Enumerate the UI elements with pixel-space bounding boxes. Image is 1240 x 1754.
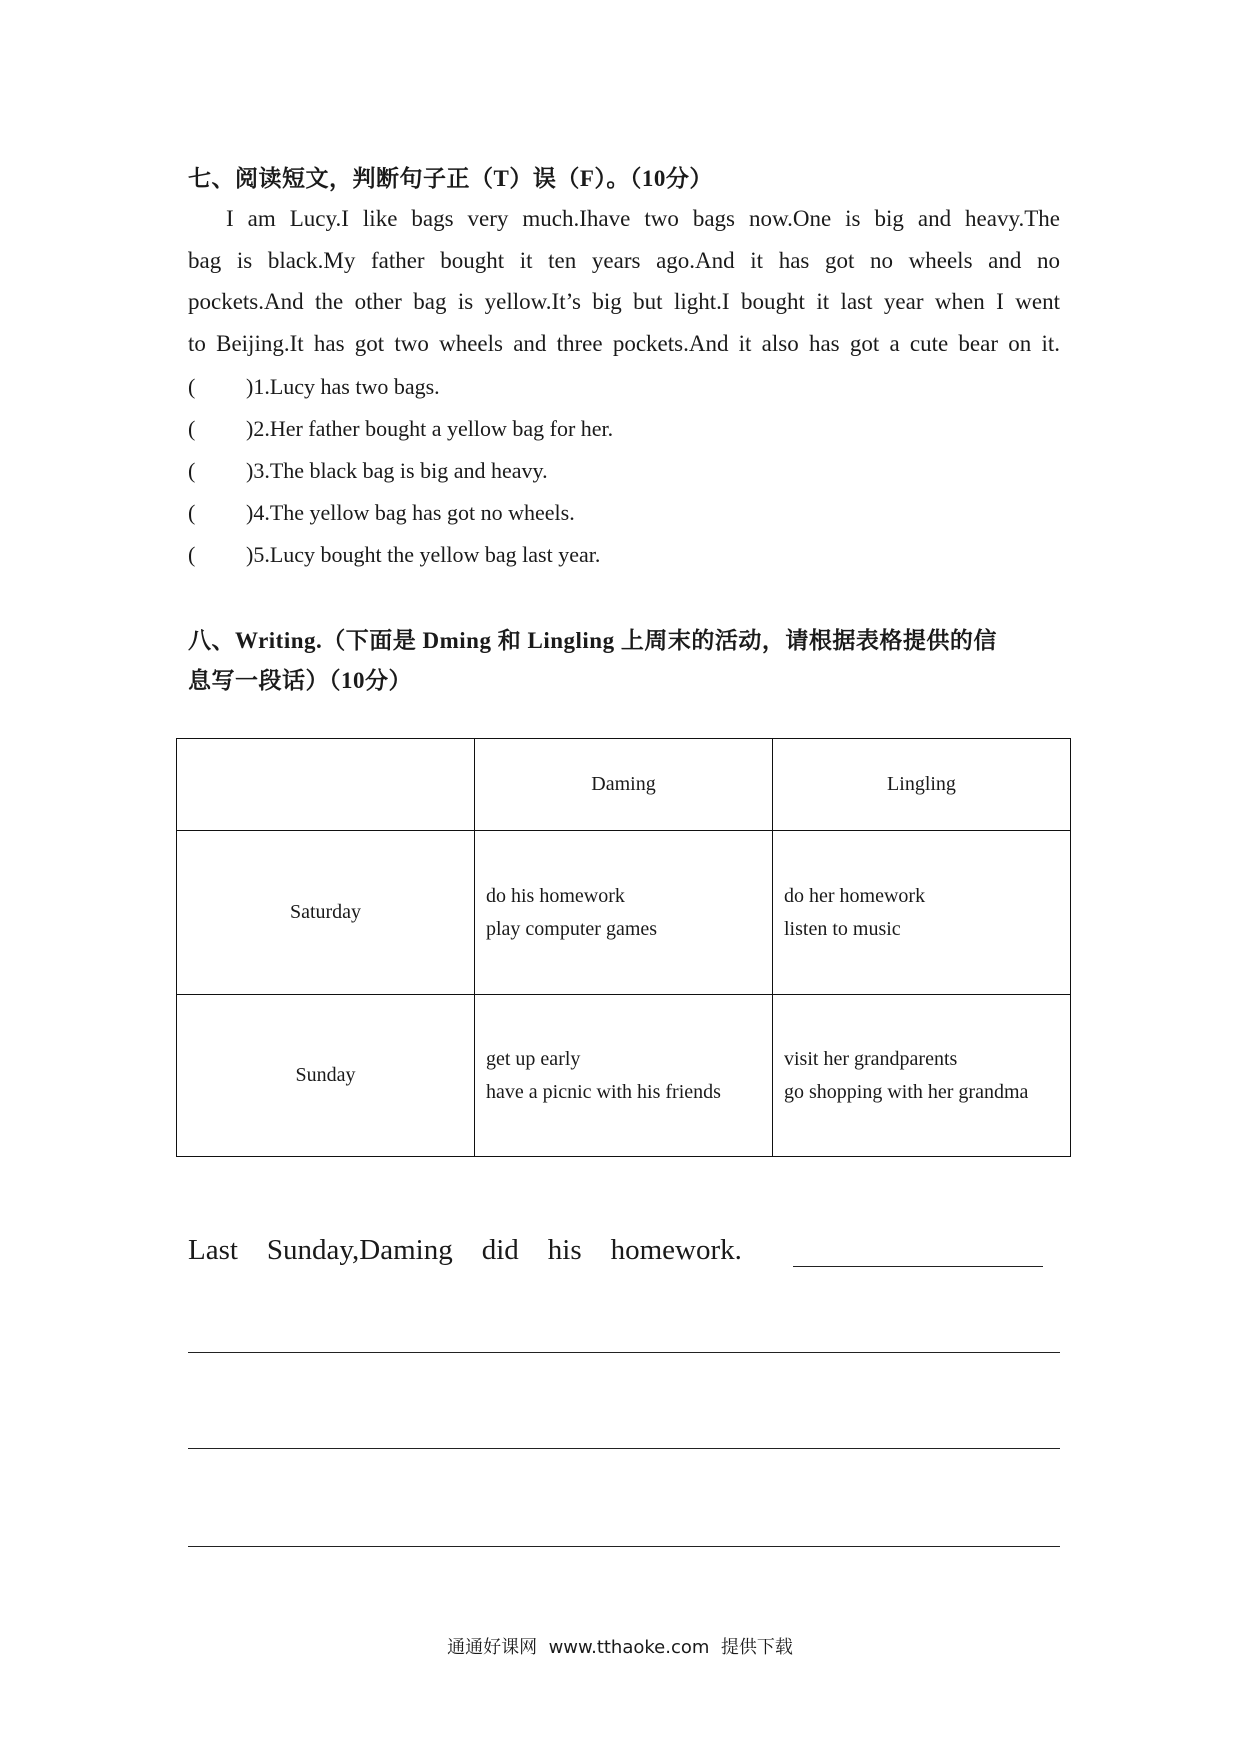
section8-title-line1: 八、Writing.（下面是 Dming 和 Lingling 上周末的活动，请根据表格提供的信	[188, 628, 997, 653]
question-item	[188, 408, 1060, 450]
true-false-questions	[188, 366, 1060, 576]
activity-cell	[475, 995, 773, 1157]
table-row	[177, 995, 1071, 1157]
passage-line: pockets.And the other bag is yellow.It’s big but light.I bought it last year when I went	[188, 289, 1060, 314]
header-cell-empty	[177, 739, 475, 831]
activity-cell	[773, 995, 1071, 1157]
passage-line: to Beijing.It has got two wheels and three pockets.And it also has got a cute bear on it.	[188, 330, 1060, 356]
question-text: )5.Lucy bought the yellow bag last year.	[246, 542, 601, 567]
writing-start-sentence: Last Sunday,Daming did his homework.	[188, 1234, 742, 1266]
activity-text: visit her grandparents	[784, 1047, 958, 1070]
header-cell-daming: Daming	[475, 739, 773, 831]
writing-blank-line[interactable]	[188, 1448, 1060, 1449]
answer-bracket[interactable]: (	[188, 416, 196, 441]
activity-cell	[475, 831, 773, 995]
activity-text: play computer games	[486, 917, 658, 940]
question-text: )3.The black bag is big and heavy.	[246, 458, 548, 483]
question-item	[188, 534, 1060, 576]
activity-text: get up early	[486, 1047, 581, 1070]
activity-text: have a picnic with his friends	[486, 1080, 721, 1103]
activity-text: do his homework	[486, 884, 625, 907]
footer-text: 通通好课网 www.tthaoke.com 提供下载	[447, 1637, 793, 1658]
activity-text: listen to music	[784, 917, 901, 940]
question-text: )1.Lucy has two bags.	[246, 374, 440, 399]
question-item	[188, 366, 1060, 408]
section8-title-line2: 息写一段话）（10分）	[188, 668, 412, 693]
writing-blank-line[interactable]	[793, 1266, 1043, 1267]
question-item	[188, 450, 1060, 492]
table-row	[177, 831, 1071, 995]
day-cell: Sunday	[177, 995, 475, 1157]
activity-table	[176, 738, 1071, 1157]
passage-line: bag is black.My father bought it ten years ago.And it has got no wheels and no	[188, 247, 1060, 273]
table-header-row	[177, 739, 1071, 831]
reading-passage	[188, 198, 1060, 364]
answer-bracket[interactable]: (	[188, 542, 196, 567]
activity-text: do her homework	[784, 884, 926, 907]
section7-title: 七、阅读短文，判断句子正（T）误（F）。（10分）	[188, 166, 713, 191]
answer-bracket[interactable]: (	[188, 458, 196, 483]
header-cell-lingling: Lingling	[773, 739, 1071, 831]
answer-bracket[interactable]: (	[188, 374, 196, 399]
writing-blank-line[interactable]	[188, 1352, 1060, 1353]
day-cell: Saturday	[177, 831, 475, 995]
question-item	[188, 492, 1060, 534]
activity-cell	[773, 831, 1071, 995]
activity-text: go shopping with her grandma	[784, 1080, 1029, 1103]
writing-blank-line[interactable]	[188, 1546, 1060, 1547]
question-text: )4.The yellow bag has got no wheels.	[246, 500, 575, 525]
question-text: )2.Her father bought a yellow bag for her.	[246, 416, 614, 441]
passage-line: I am Lucy.I like bags very much.Ihave two bags now.One is big and heavy.The	[226, 206, 1060, 231]
answer-bracket[interactable]: (	[188, 500, 196, 525]
